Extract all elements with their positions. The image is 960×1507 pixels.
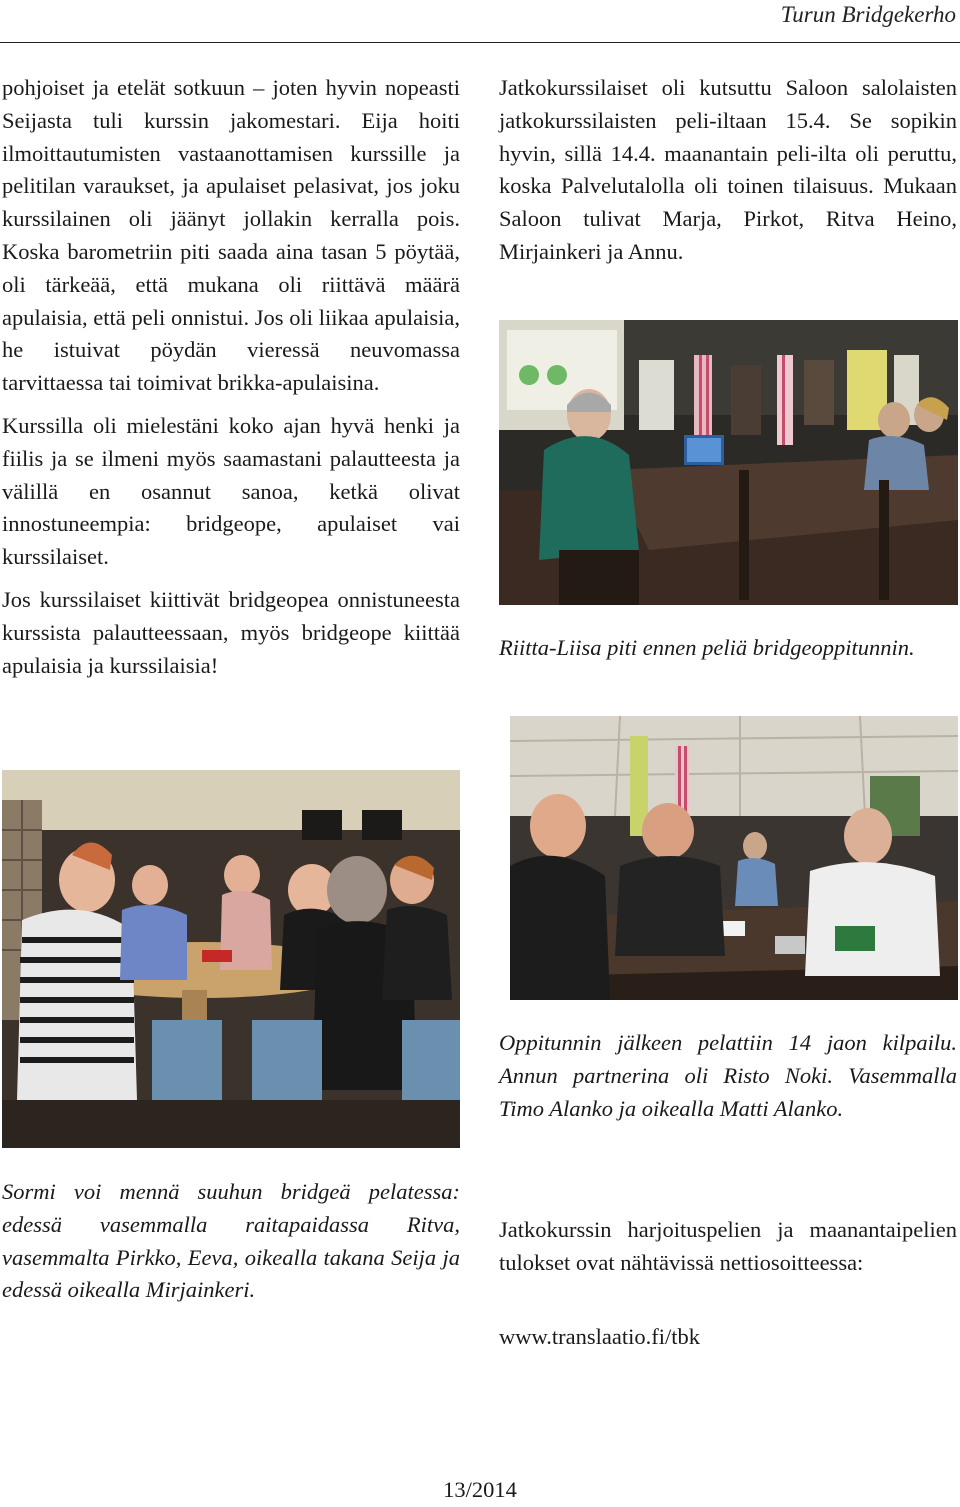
right-intro-paragraph: Jatkokurssilaiset oli kutsuttu Saloon salolaisten jatkokurssilaisten peli-iltaan 15.4. Se sopikin hyvin, sillä 14.4. maanantain peli-ilta oli peruttu, koska Palvelutalolla oli toinen tilaisuus. Mukaan Saloon tulivat Marja, Pirkot, Ritva Heino, Mirjainkeri ja Annu.: [499, 75, 957, 264]
header-title: Turun Bridgekerho: [780, 2, 956, 27]
left-paragraph-1: pohjoiset ja etelät sotkuun – joten hyvin nopeasti Seijasta tuli kurssin jakomestari. Eija hoiti ilmoittautumisten vastaanottamisen kurssille ja pelitilan varaukset, ja apulaiset pelasivat, jos joku kurssilainen oli jäänyt jollakin kerralla pois. Koska barometriin piti saada aina tasan 5 pöytää, oli tärkeää, että mukana oli riittävä määrä apulaisia, että peli onnistui. Jos oli liikaa apulaisia, he istuivat pöydän vieressä neuvomassa tarvittaessa tai toimivat brikka-apulaisina.: [2, 75, 460, 396]
results-url-link[interactable]: www.translaatio.fi/tbk: [499, 1324, 700, 1349]
left-column: [2, 72, 460, 692]
results-paragraph: Jatkokurssin harjoituspelien ja maanantaipelien tulokset ovat nähtävissä nettiosoitteessa:: [499, 1217, 957, 1275]
photo-riitta-liisa: [499, 320, 958, 605]
caption-riitta-liisa: Riitta-Liisa piti ennen peliä bridgeoppitunnin.: [499, 635, 915, 660]
header-rule: [0, 42, 960, 43]
left-paragraph-3: Jos kurssilaiset kiittivät bridgeopea onnistuneesta kurssista palautteessaan, myös bridgeope kiittää apulaisia ja kurssilaisia!: [2, 586, 460, 678]
photo-timo-matti: [510, 716, 958, 1000]
caption-timo-matti: Oppitunnin jälkeen pelattiin 14 jaon kilpailu. Annun partnerina oli Risto Noki. Vasemmalla Timo Alanko ja oikealla Matti Alanko.: [499, 1030, 957, 1121]
page-number: 13/2014: [443, 1477, 517, 1502]
caption-sormi: Sormi voi mennä suuhun bridgeä pelatessa: edessä vasemmalla raitapaidassa Ritva, vasemmalta Pirkko, Eeva, oikealla takana Seija ja edessä oikealla Mirjainkeri.: [2, 1179, 460, 1303]
left-paragraph-2: Kurssilla oli mielestäni koko ajan hyvä henki ja fiilis ja se ilmeni myös saamastani palautteesta ja välillä en osannut sanoa, ketkä olivat innostuneempia: bridgeope, apulaiset vai kurssilaiset.: [2, 412, 460, 570]
right-column: [499, 72, 957, 279]
photo-sormi: [2, 770, 460, 1148]
